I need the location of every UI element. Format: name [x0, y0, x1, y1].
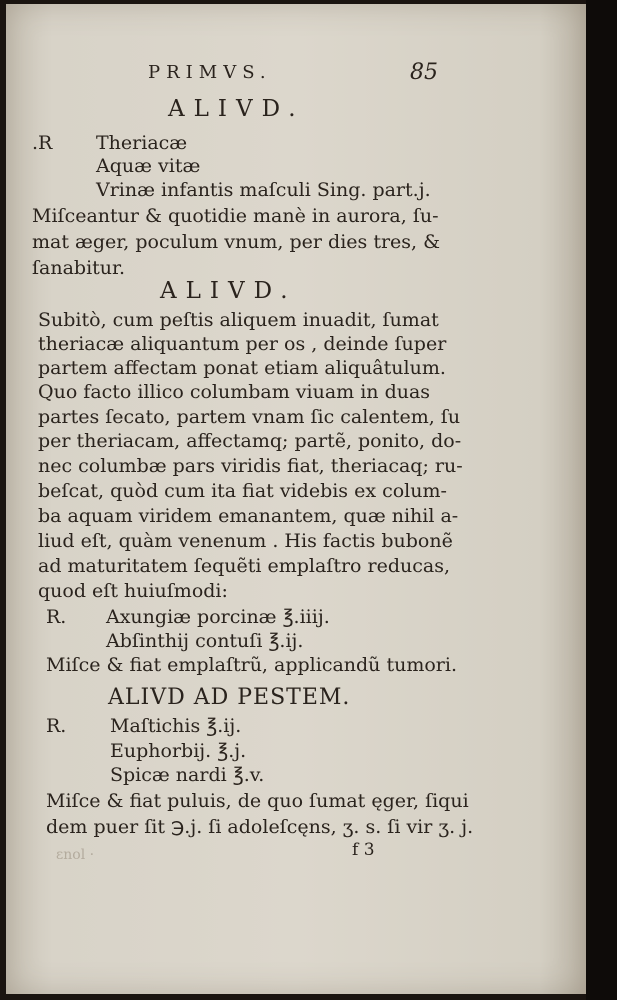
bleed-through-text: ɛnol ·	[56, 847, 95, 863]
ingredient-line: Spicæ nardi ℥.v.	[110, 764, 265, 786]
background-edge	[586, 0, 617, 1000]
ingredient-line: Abſinthij contuſi ℥.ij.	[106, 630, 304, 652]
running-head: PRIMVS.	[148, 62, 272, 83]
text-line: partes ſecato, partem vnam ſic calentem, ſu	[38, 406, 461, 428]
section-title: ALIVD.	[160, 278, 297, 304]
text-line: Miſceantur & quotidie manè in aurora, ſu-	[32, 205, 439, 227]
text-line: theriacæ aliquantum per os , deinde ſuper	[38, 333, 447, 355]
text-line: per theriacam, affectamq; partẽ, ponito, do-	[38, 430, 462, 452]
recipe-mark: R.	[46, 715, 67, 737]
text-line: ba aquam viridem emanantem, quæ nihil a-	[38, 505, 459, 527]
section-title: ALIVD AD PESTEM.	[108, 685, 351, 710]
text-line: liud eſt, quàm venenum . His factis bubonẽ	[38, 530, 453, 552]
text-line: ad maturitatem ſequẽti emplaſtro reducas,	[38, 555, 451, 577]
text-line: Quo facto illico columbam viuam in duas	[38, 381, 431, 403]
signature-mark: f 3	[352, 840, 375, 860]
ingredient-line: Vrinæ infantis maſculi Sing. part.j.	[96, 179, 431, 201]
text-line: mat æger, poculum vnum, per dies tres, &	[32, 231, 441, 253]
text-line: Subitò, cum peſtis aliquem inuadit, ſumat	[38, 309, 439, 331]
section-title: ALIVD.	[168, 96, 305, 122]
text-line: Miſce & fiat emplaſtrũ, applicandũ tumori.	[46, 654, 457, 676]
text-line: partem affectam ponat etiam aliquâtulum.	[38, 357, 446, 379]
recipe-mark: R.	[46, 606, 67, 628]
text-line: dem puer ſit ℈.j. ſi adoleſcęns, ʒ. s. ſi vir ʒ. j.	[46, 816, 474, 838]
text-line: nec columbæ pars viridis fiat, theriacaq; ru-	[38, 455, 463, 477]
ingredient-line: Theriacæ	[96, 132, 188, 154]
ingredient-line: Aquæ vitæ	[96, 155, 201, 177]
text-line: beſcat, quòd cum ita fiat videbis ex colum-	[38, 480, 447, 502]
ingredient-line: Maſtichis ℥.ij.	[110, 715, 242, 737]
text-line: ſanabitur.	[32, 257, 126, 279]
text-line: Miſce & fiat puluis, de quo ſumat ęger, ſiqui	[46, 790, 469, 812]
page-number: 85	[410, 60, 438, 85]
recipe-mark: .R	[32, 132, 53, 154]
ingredient-line: Axungiæ porcinæ ℥.iiij.	[106, 606, 330, 628]
ingredient-line: Euphorbij. ℥.j.	[110, 740, 247, 762]
text-line: quod eſt huiuſmodi:	[38, 580, 228, 602]
